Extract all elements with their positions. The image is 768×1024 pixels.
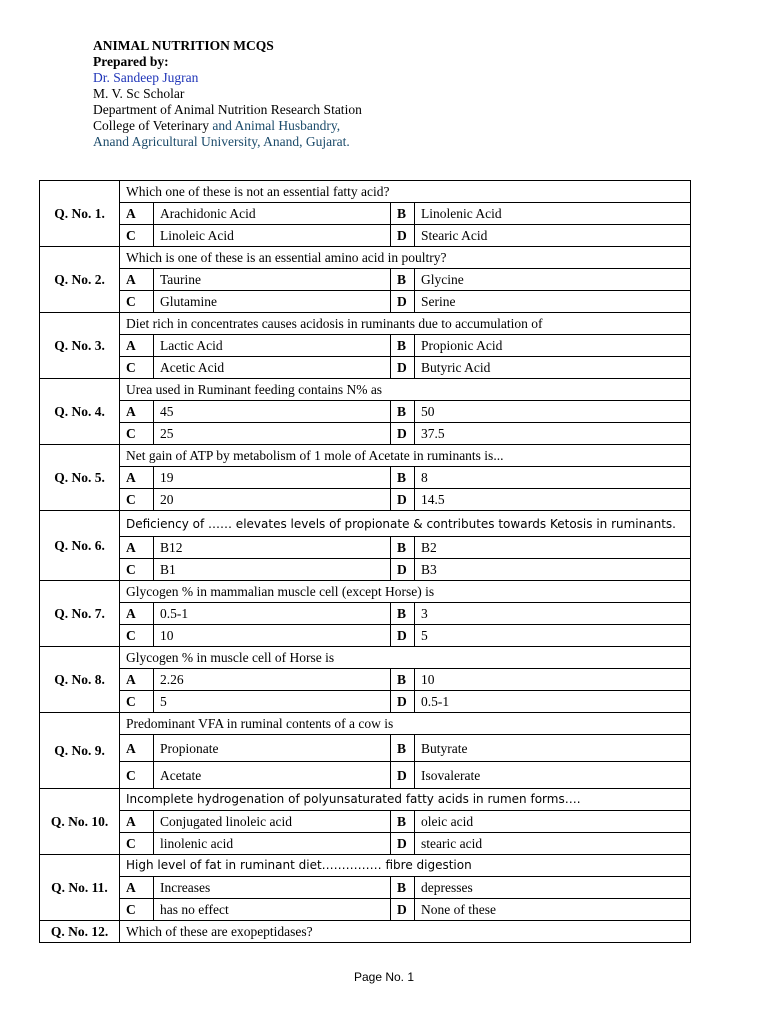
question-text: Net gain of ATP by metabolism of 1 mole of Acetate in ruminants is...: [120, 445, 691, 467]
option-text: stearic acid: [415, 833, 691, 855]
question-number: Q. No. 12.: [40, 921, 120, 943]
option-text: B1: [154, 559, 391, 581]
question-row: [40, 247, 691, 269]
option-text: Butyric Acid: [415, 357, 691, 379]
option-letter: A: [120, 735, 154, 762]
option-text: Glutamine: [154, 291, 391, 313]
options-row: [40, 423, 691, 445]
option-letter: D: [391, 899, 415, 921]
option-text: 5: [154, 691, 391, 713]
option-text: Isovalerate: [415, 762, 691, 789]
question-number: Q. No. 7.: [40, 581, 120, 647]
question-number: Q. No. 1.: [40, 181, 120, 247]
question-row: [40, 181, 691, 203]
option-text: B12: [154, 537, 391, 559]
option-letter: D: [391, 489, 415, 511]
option-text: 10: [415, 669, 691, 691]
option-text: Glycine: [415, 269, 691, 291]
question-row: [40, 379, 691, 401]
option-letter: B: [391, 811, 415, 833]
option-text: Acetate: [154, 762, 391, 789]
question-text: Predominant VFA in ruminal contents of a cow is: [120, 713, 691, 735]
option-letter: D: [391, 559, 415, 581]
option-text: 5: [415, 625, 691, 647]
option-letter: D: [391, 762, 415, 789]
option-letter: A: [120, 269, 154, 291]
option-letter: A: [120, 877, 154, 899]
question-number: Q. No. 11.: [40, 855, 120, 921]
question-text: Which one of these is not an essential fatty acid?: [120, 181, 691, 203]
question-text: High level of fat in ruminant diet…………… fibre digestion: [120, 855, 691, 877]
option-letter: C: [120, 559, 154, 581]
college-name-part2: and Animal Husbandry,: [208, 118, 341, 133]
options-row: [40, 669, 691, 691]
options-row: [40, 811, 691, 833]
option-letter: C: [120, 291, 154, 313]
question-text: Diet rich in concentrates causes acidosis in ruminants due to accumulation of: [120, 313, 691, 335]
option-letter: D: [391, 423, 415, 445]
options-row: [40, 691, 691, 713]
page-number: Page No. 1: [353, 970, 415, 984]
option-letter: D: [391, 225, 415, 247]
option-text: depresses: [415, 877, 691, 899]
option-text: 2.26: [154, 669, 391, 691]
option-text: has no effect: [154, 899, 391, 921]
document-title: ANIMAL NUTRITION MCQS: [93, 38, 274, 53]
option-text: 37.5: [415, 423, 691, 445]
options-row: [40, 603, 691, 625]
option-letter: B: [391, 735, 415, 762]
option-letter: C: [120, 225, 154, 247]
option-text: oleic acid: [415, 811, 691, 833]
options-row: [40, 625, 691, 647]
option-text: Propionic Acid: [415, 335, 691, 357]
option-letter: D: [391, 357, 415, 379]
question-number: Q. No. 8.: [40, 647, 120, 713]
document-header: [93, 38, 362, 150]
question-text: Which of these are exopeptidases?: [120, 921, 691, 943]
options-row: [40, 762, 691, 789]
question-number: Q. No. 2.: [40, 247, 120, 313]
question-row: [40, 855, 691, 877]
option-letter: B: [391, 401, 415, 423]
question-text: Glycogen % in muscle cell of Horse is: [120, 647, 691, 669]
question-number: Q. No. 4.: [40, 379, 120, 445]
options-row: [40, 335, 691, 357]
question-row: [40, 511, 691, 537]
options-row: [40, 357, 691, 379]
option-letter: A: [120, 467, 154, 489]
option-letter: D: [391, 625, 415, 647]
question-row: [40, 921, 691, 943]
options-row: [40, 225, 691, 247]
options-row: [40, 401, 691, 423]
option-letter: D: [391, 291, 415, 313]
option-text: Increases: [154, 877, 391, 899]
question-text: Which is one of these is an essential amino acid in poultry?: [120, 247, 691, 269]
option-letter: A: [120, 203, 154, 225]
option-text: Propionate: [154, 735, 391, 762]
author-degree: M. V. Sc Scholar: [93, 86, 185, 101]
option-letter: D: [391, 833, 415, 855]
author-department: Department of Animal Nutrition Research Station: [93, 102, 362, 117]
option-letter: C: [120, 357, 154, 379]
option-text: B3: [415, 559, 691, 581]
question-row: [40, 789, 691, 811]
question-text: Deficiency of …… elevates levels of propionate & contributes towards Ketosis in ruminants.: [120, 511, 691, 537]
option-letter: A: [120, 401, 154, 423]
option-letter: B: [391, 203, 415, 225]
options-row: [40, 269, 691, 291]
option-text: B2: [415, 537, 691, 559]
option-text: Butyrate: [415, 735, 691, 762]
option-letter: C: [120, 762, 154, 789]
option-letter: C: [120, 489, 154, 511]
options-row: [40, 559, 691, 581]
option-letter: B: [391, 669, 415, 691]
option-letter: A: [120, 811, 154, 833]
question-number: Q. No. 6.: [40, 511, 120, 581]
option-letter: C: [120, 625, 154, 647]
option-text: 0.5-1: [154, 603, 391, 625]
option-letter: C: [120, 833, 154, 855]
option-text: 3: [415, 603, 691, 625]
option-letter: A: [120, 335, 154, 357]
option-letter: B: [391, 877, 415, 899]
mcq-table: [39, 180, 691, 943]
option-text: linolenic acid: [154, 833, 391, 855]
option-letter: A: [120, 603, 154, 625]
option-letter: C: [120, 691, 154, 713]
option-text: Lactic Acid: [154, 335, 391, 357]
options-row: [40, 291, 691, 313]
options-row: [40, 537, 691, 559]
option-text: 25: [154, 423, 391, 445]
options-row: [40, 467, 691, 489]
question-number: Q. No. 3.: [40, 313, 120, 379]
question-number: Q. No. 9.: [40, 713, 120, 789]
author-university: Anand Agricultural University, Anand, Gujarat.: [93, 134, 350, 149]
option-text: Stearic Acid: [415, 225, 691, 247]
option-text: Linoleic Acid: [154, 225, 391, 247]
option-text: 14.5: [415, 489, 691, 511]
option-text: 45: [154, 401, 391, 423]
author-name: Dr. Sandeep Jugran: [93, 70, 199, 85]
option-text: 10: [154, 625, 391, 647]
option-text: Taurine: [154, 269, 391, 291]
option-letter: B: [391, 603, 415, 625]
question-text: Glycogen % in mammalian muscle cell (except Horse) is: [120, 581, 691, 603]
option-text: 0.5-1: [415, 691, 691, 713]
question-row: [40, 581, 691, 603]
options-row: [40, 899, 691, 921]
option-letter: A: [120, 537, 154, 559]
options-row: [40, 877, 691, 899]
option-letter: B: [391, 269, 415, 291]
options-row: [40, 203, 691, 225]
option-letter: D: [391, 691, 415, 713]
option-text: Linolenic Acid: [415, 203, 691, 225]
question-row: [40, 713, 691, 735]
option-letter: B: [391, 467, 415, 489]
option-text: 8: [415, 467, 691, 489]
question-text: Urea used in Ruminant feeding contains N% as: [120, 379, 691, 401]
option-letter: B: [391, 335, 415, 357]
option-text: 50: [415, 401, 691, 423]
question-row: [40, 445, 691, 467]
options-row: [40, 735, 691, 762]
option-letter: B: [391, 537, 415, 559]
option-text: Acetic Acid: [154, 357, 391, 379]
option-text: Serine: [415, 291, 691, 313]
college-name-part1: College of Veterinary: [93, 118, 209, 133]
option-text: 20: [154, 489, 391, 511]
author-college: [93, 118, 362, 134]
question-text: Incomplete hydrogenation of polyunsaturated fatty acids in rumen forms….: [120, 789, 691, 811]
question-number: Q. No. 5.: [40, 445, 120, 511]
question-row: [40, 313, 691, 335]
option-text: 19: [154, 467, 391, 489]
option-letter: A: [120, 669, 154, 691]
question-number: Q. No. 10.: [40, 789, 120, 855]
option-text: Arachidonic Acid: [154, 203, 391, 225]
options-row: [40, 833, 691, 855]
prepared-by-label: Prepared by:: [93, 54, 169, 69]
option-letter: C: [120, 899, 154, 921]
option-text: Conjugated linoleic acid: [154, 811, 391, 833]
options-row: [40, 489, 691, 511]
option-letter: C: [120, 423, 154, 445]
option-text: None of these: [415, 899, 691, 921]
question-row: [40, 647, 691, 669]
